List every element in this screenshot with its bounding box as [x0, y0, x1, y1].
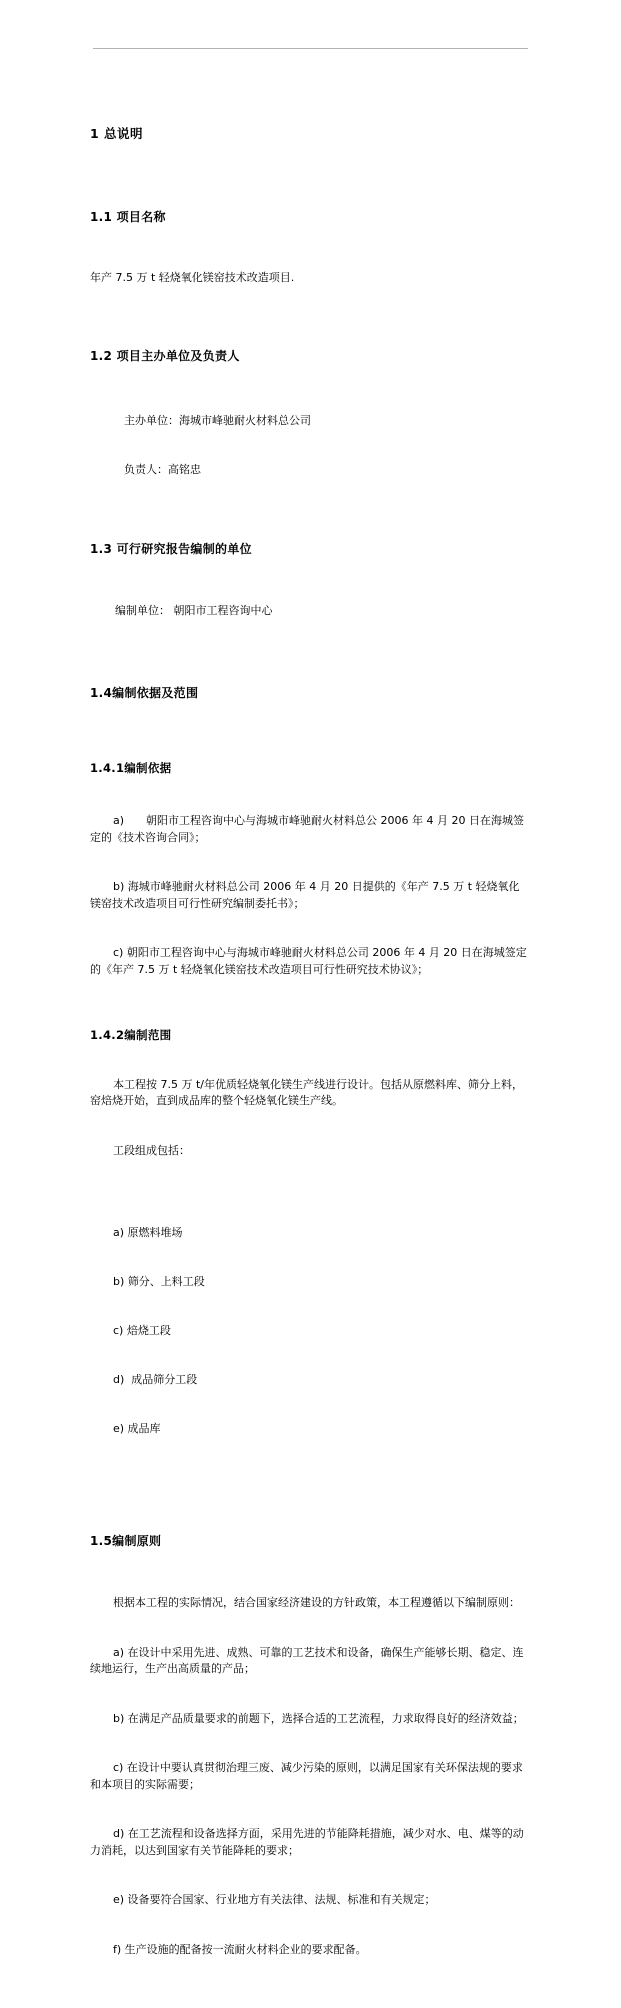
line-compiling-unit: 编制单位： 朝阳市工程咨询中心 — [115, 604, 273, 617]
list-item-product-screening: d) 成品筛分工段 — [113, 1372, 198, 1386]
paragraph-scope-description: 本工程按 7.5 万 t/年优质轻烧氧化镁生产线进行设计。包括从原燃料库、筛分上料，窑焙烧开始，直到成品库的整个轻烧氧化镁生产线。 — [90, 1077, 523, 1107]
document-content — [90, 0, 530, 2008]
paragraph-basis-item-c: c) 朝阳市工程咨询中心与海城市峰驰耐火材料总公司 2006 年 4 月 20 日在海城签定的《年产 7.5 万 t 轻烧氧化镁窑技术改造项目可行性研究技术协议》； — [90, 946, 527, 976]
paragraph-principle-c: c) 在设计中要认真贯彻治理三废、减少污染的原则，以满足国家有关环保法规的要求和本项目的实际需要； — [90, 1761, 523, 1791]
heading-project-organizer: 1.2 项目主办单位及负责人 — [90, 348, 240, 363]
line-host-unit: 主办单位：海城市峰驰耐火材料总公司 — [124, 413, 311, 427]
heading-feasibility-report-unit: 1.3 可行研究报告编制的单位 — [90, 542, 252, 556]
paragraph-principle-b: b) 在满足产品质量要求的前题下，选择合适的工艺流程，力求取得良好的经济效益； — [113, 1711, 524, 1725]
list-item-raw-material-yard: a) 原燃料堆场 — [113, 1225, 183, 1239]
paragraph-principle-e: e) 设备要符合国家、行业地方有关法律、法规、标准和有关规定； — [113, 1893, 436, 1907]
list-item-product-warehouse: e) 成品库 — [113, 1421, 161, 1435]
line-sections-intro: 工段组成包括： — [113, 1143, 190, 1157]
list-item-screening-feeding: b) 筛分、上料工段 — [113, 1274, 205, 1288]
heading-compilation-principles: 1.5编制原则 — [90, 1534, 162, 1549]
paragraph-project-name: 年产 7.5 万 t 轻烧氧化镁窑技术改造项目. — [90, 271, 295, 284]
list-item-calcining: c) 焙烧工段 — [113, 1323, 171, 1337]
line-person-in-charge: 负责人：高铭忠 — [124, 462, 201, 476]
heading-basis-and-scope: 1.4编制依据及范围 — [90, 685, 199, 700]
heading-compilation-basis: 1.4.1编制依据 — [90, 761, 172, 775]
heading-general-description: 1 总说明 — [90, 125, 144, 141]
heading-project-name: 1.1 项目名称 — [90, 210, 166, 224]
heading-compilation-scope: 1.4.2编制范围 — [90, 1027, 172, 1042]
paragraph-basis-item-a: a) 朝阳市工程咨询中心与海城市峰驰耐火材料总公 2006 年 4 月 20 日在海城签定的《技术咨询合同》； — [90, 814, 524, 844]
paragraph-principle-a: a) 在设计中采用先进、成熟、可靠的工艺技术和设备，确保生产能够长期、稳定、连续地运行，生产出高质量的产品； — [90, 1645, 524, 1676]
paragraph-principle-d: d) 在工艺流程和设备选择方面，采用先进的节能降耗措施，减少对水、电、煤等的动力消耗，以达到国家有关节能降耗的要求； — [90, 1827, 524, 1857]
paragraph-principles-intro: 根据本工程的实际情况，结合国家经济建设的方针政策，本工程遵循以下编制原则： — [113, 1596, 520, 1610]
list-work-sections — [90, 1192, 530, 1470]
paragraph-principle-f: f) 生产设施的配备按一流耐火材料企业的要求配备。 — [113, 1942, 367, 1956]
paragraph-basis-item-b: b) 海城市峰驰耐火材料总公司 2006 年 4 月 20 日提供的《年产 7.5 万 t 轻烧氧化镁窑技术改造项目可行性研究编制委托书》； — [90, 880, 520, 910]
